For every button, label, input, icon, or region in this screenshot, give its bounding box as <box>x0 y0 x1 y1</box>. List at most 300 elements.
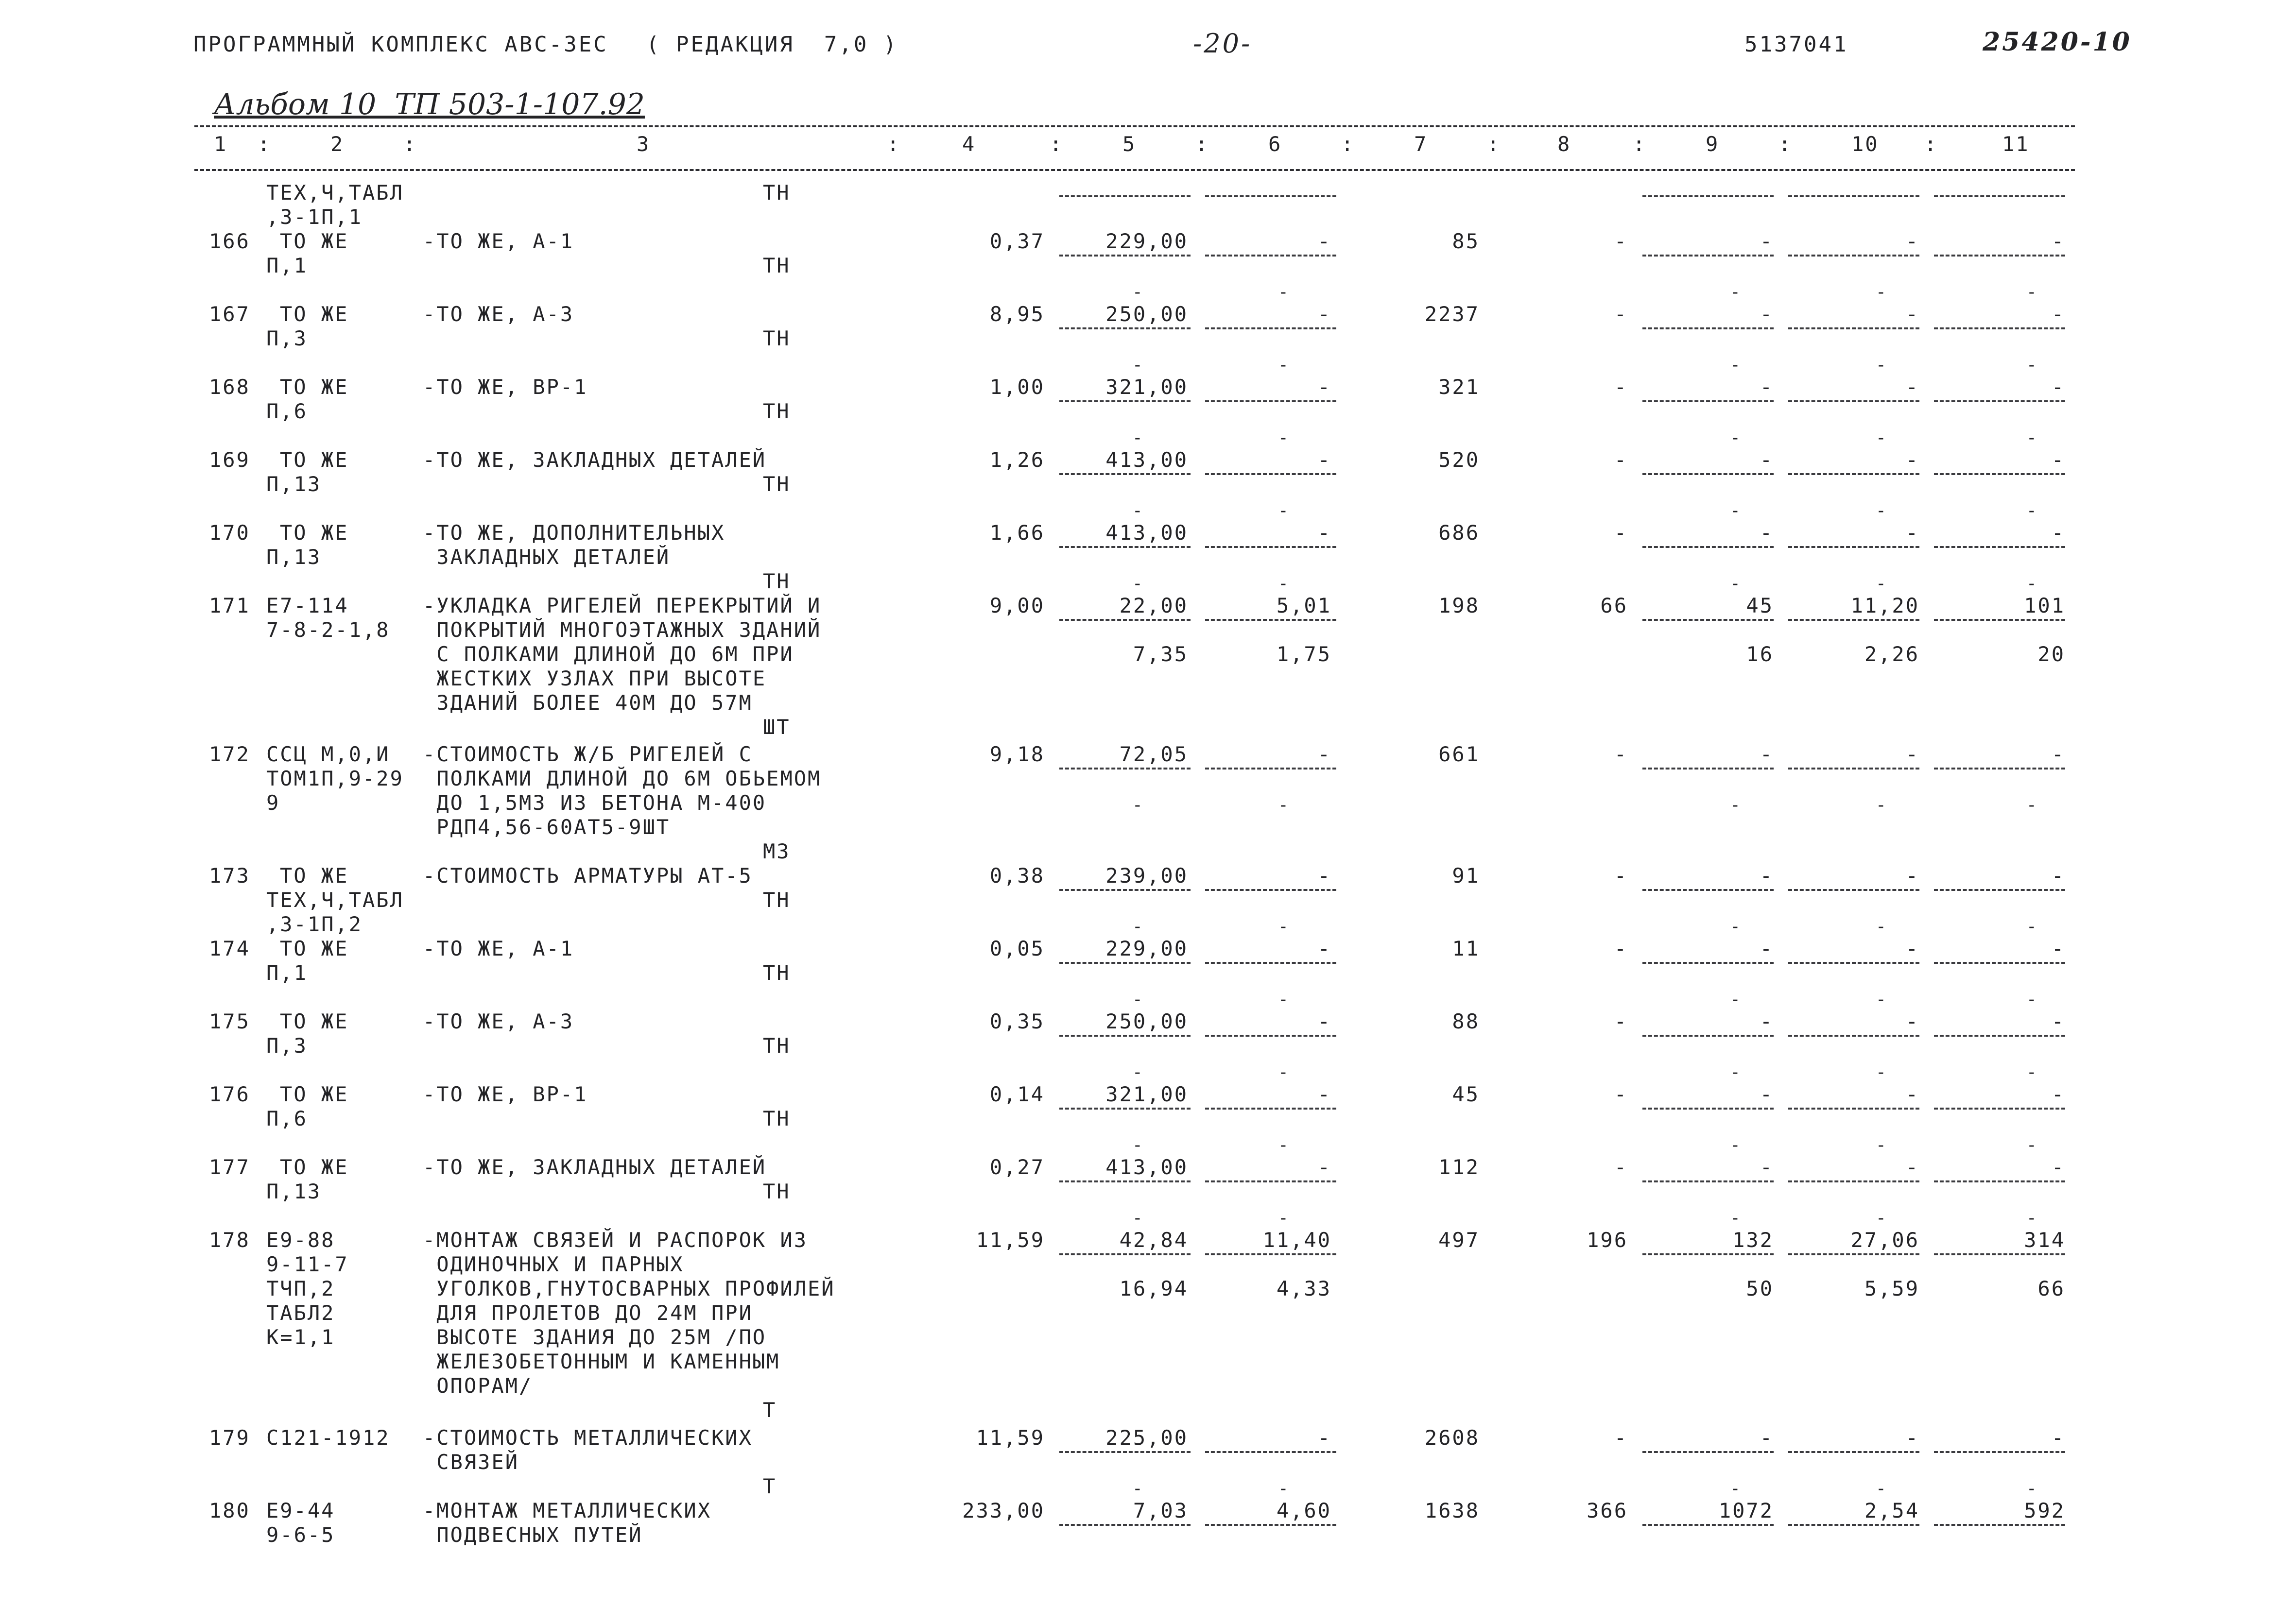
ref-line: ТО ЖЕ <box>280 1082 349 1106</box>
result-dash <box>1788 327 1919 329</box>
result-dash <box>1205 327 1336 329</box>
empty-mark: - <box>1278 1062 1289 1082</box>
wage-cell: 196 <box>1587 1228 1628 1252</box>
total-wage-cell: - <box>1760 229 1774 253</box>
result-dash <box>1642 473 1774 475</box>
total-labor-cell: - <box>2051 448 2065 472</box>
ref-line: ТОМ1П,9-29 <box>266 767 404 790</box>
unit-label: ТН <box>763 181 791 205</box>
ref-line: ССЦ М,0,И <box>266 742 390 766</box>
result-dash <box>1059 1108 1191 1110</box>
quantity-cell: 8,95 <box>989 302 1045 326</box>
row-number: 172 <box>209 742 250 766</box>
ref-line: ТО ЖЕ <box>280 448 349 472</box>
result-dash <box>1205 768 1336 769</box>
quantity-cell: 0,05 <box>989 937 1045 960</box>
result-dash <box>1788 619 1919 621</box>
quantity-cell: 9,00 <box>989 594 1045 617</box>
description-line: -ТО ЖЕ, ЗАКЛАДНЫХ ДЕТАЛЕЙ <box>423 448 767 472</box>
unit-label: ТН <box>763 1107 791 1130</box>
empty-mark: - <box>1730 917 1741 937</box>
unit-cost-cell: 22,00 <box>1119 594 1188 617</box>
machine-cost-cell: - <box>1317 302 1331 326</box>
result-dash <box>1788 400 1919 402</box>
result-dash <box>1934 327 2065 329</box>
empty-mark: - <box>2026 428 2037 448</box>
total-labor-cell: - <box>2051 1009 2065 1033</box>
total-wage-cell: - <box>1760 1009 1774 1033</box>
total-wage-cell: - <box>1760 742 1774 766</box>
total-labor-cell: - <box>2051 302 2065 326</box>
result-dash <box>1934 1180 2065 1182</box>
result-dash <box>1059 1451 1191 1453</box>
ref-line: ТО ЖЕ <box>280 375 349 399</box>
unit-cost-cell: 321,00 <box>1105 1082 1188 1106</box>
unit-label: ТН <box>763 961 791 985</box>
description-line: -ТО ЖЕ, ВР-1 <box>423 375 588 399</box>
empty-mark: - <box>1876 282 1886 302</box>
machine-cost-cell: 11,40 <box>1262 1228 1331 1252</box>
total-cost-cell: 520 <box>1438 448 1480 472</box>
ref-line: П,6 <box>266 1107 308 1130</box>
column-separator: : <box>887 132 901 156</box>
empty-mark: - <box>1730 1062 1741 1082</box>
machine-cost-sub-cell: 4,33 <box>1276 1277 1331 1300</box>
empty-mark: - <box>1876 428 1886 448</box>
ref-line: ,3-1П,2 <box>266 912 363 936</box>
ref-line: П,13 <box>266 1180 322 1203</box>
row-number: 177 <box>209 1155 250 1179</box>
result-dash <box>1934 473 2065 475</box>
labor-cell: 11,20 <box>1850 594 1919 617</box>
column-separator: : <box>1924 132 1938 156</box>
total-labor-cell: - <box>2051 937 2065 960</box>
column-separator: : <box>403 132 417 156</box>
row-number: 169 <box>209 448 250 472</box>
column-separator: : <box>1633 132 1647 156</box>
machine-cost-cell: - <box>1317 742 1331 766</box>
row-number: 170 <box>209 521 250 545</box>
description-line: -ТО ЖЕ, А-1 <box>423 229 574 253</box>
result-dash <box>1205 255 1336 256</box>
unit-cost-cell: 250,00 <box>1105 1009 1188 1033</box>
labor-cell: - <box>1905 448 1919 472</box>
total-cost-cell: 1638 <box>1424 1499 1480 1522</box>
column-header-7: 7 <box>1414 132 1428 156</box>
wage-cell: 366 <box>1587 1499 1628 1522</box>
empty-mark: - <box>1278 282 1289 302</box>
result-dash <box>1205 546 1336 548</box>
empty-mark: - <box>1278 1208 1289 1228</box>
machine-cost-cell: - <box>1317 864 1331 888</box>
unit-label: М3 <box>763 839 791 863</box>
description-line: -ТО ЖЕ, А-3 <box>423 1009 574 1033</box>
empty-mark: - <box>2026 574 2037 594</box>
result-dash <box>1059 473 1191 475</box>
total-cost-cell: 686 <box>1438 521 1480 545</box>
column-header-10: 10 <box>1851 132 1879 156</box>
total-labor-cell: - <box>2051 1155 2065 1179</box>
unit-cost-sub-cell: 16,94 <box>1119 1277 1188 1300</box>
unit-label: Т <box>763 1474 777 1498</box>
labor-cell: 2,54 <box>1864 1499 1919 1522</box>
quantity-cell: 11,59 <box>976 1426 1045 1450</box>
total-labor-cell: - <box>2051 375 2065 399</box>
wage-cell: - <box>1614 864 1628 888</box>
empty-mark: - <box>1278 574 1289 594</box>
total-cost-cell: 45 <box>1452 1082 1480 1106</box>
quantity-cell: 0,37 <box>989 229 1045 253</box>
ref-line: ТО ЖЕ <box>280 229 349 253</box>
wage-cell: - <box>1614 1426 1628 1450</box>
row-number: 167 <box>209 302 250 326</box>
result-dash <box>1205 1524 1336 1526</box>
result-dash <box>1788 1524 1919 1526</box>
column-header-1: 1 <box>214 132 228 156</box>
ref-line: ТАБЛ2 <box>266 1301 335 1325</box>
description-line: -УКЛАДКА РИГЕЛЕЙ ПЕРЕКРЫТИЙ И <box>423 594 822 617</box>
empty-mark: - <box>1278 355 1289 375</box>
result-dash <box>1059 962 1191 964</box>
ref-line: ТЕХ,Ч,ТАБЛ <box>266 888 404 912</box>
result-dash <box>1205 1108 1336 1110</box>
description-line: ДЛЯ ПРОЛЕТОВ ДО 24М ПРИ <box>423 1301 753 1325</box>
description-line: -ТО ЖЕ, ДОПОЛНИТЕЛЬНЫХ <box>423 521 725 545</box>
machine-cost-cell: - <box>1317 1082 1331 1106</box>
description-line: УГОЛКОВ,ГНУТОСВАРНЫХ ПРОФИЛЕЙ <box>423 1277 835 1300</box>
row-number: 166 <box>209 229 250 253</box>
machine-cost-cell: - <box>1317 521 1331 545</box>
quantity-cell: 0,14 <box>989 1082 1045 1106</box>
result-dash <box>1642 1108 1774 1110</box>
ref-line: 9 <box>266 791 280 815</box>
unit-cost-cell: 229,00 <box>1105 229 1188 253</box>
ref-line: ТО ЖЕ <box>280 1009 349 1033</box>
edition-label: ( РЕДАКЦИЯ 7,0 ) <box>646 32 898 57</box>
result-dash <box>1205 473 1336 475</box>
unit-cost-cell: 7,03 <box>1133 1499 1188 1522</box>
ref-line: П,1 <box>266 961 308 985</box>
empty-mark: - <box>2026 282 2037 302</box>
description-line: ПОКРЫТИЙ МНОГОЭТАЖНЫХ ЗДАНИЙ <box>423 618 822 642</box>
empty-mark: - <box>1132 355 1143 375</box>
ref-line: ТЧП,2 <box>266 1277 335 1300</box>
ref-line: П,1 <box>266 254 308 277</box>
row-number: 175 <box>209 1009 250 1033</box>
wage-cell: - <box>1614 521 1628 545</box>
ref-line: ТО ЖЕ <box>280 937 349 960</box>
total-labor-cell: - <box>2051 1426 2065 1450</box>
labor-cell: - <box>1905 1155 1919 1179</box>
machine-cost-cell: - <box>1317 1426 1331 1450</box>
quantity-cell: 1,66 <box>989 521 1045 545</box>
description-line: -СТОИМОСТЬ Ж/Б РИГЕЛЕЙ С <box>423 742 753 766</box>
empty-mark: - <box>2026 795 2037 815</box>
empty-mark: - <box>1132 282 1143 302</box>
empty-mark: - <box>1278 1135 1289 1155</box>
labor-cell: - <box>1905 937 1919 960</box>
result-dash <box>1205 195 1336 197</box>
result-dash <box>1934 1451 2065 1453</box>
description-line: ПОЛКАМИ ДЛИНОЙ ДО 6М ОБЬЕМОМ <box>423 767 822 790</box>
total-wage-cell: - <box>1760 1155 1774 1179</box>
description-line: -ТО ЖЕ, ЗАКЛАДНЫХ ДЕТАЛЕЙ <box>423 1155 767 1179</box>
unit-label: ТН <box>763 472 791 496</box>
description-line: -ТО ЖЕ, ВР-1 <box>423 1082 588 1106</box>
ref-line: П,3 <box>266 326 308 350</box>
program-title: ПРОГРАММНЫЙ КОМПЛЕКС АВС-3ЕС <box>193 32 608 57</box>
empty-mark: - <box>2026 501 2037 521</box>
labor-cell: - <box>1905 1009 1919 1033</box>
row-number: 173 <box>209 864 250 888</box>
description-line: ВЫСОТЕ ЗДАНИЯ ДО 25М /ПО <box>423 1325 767 1349</box>
result-dash <box>1642 1253 1774 1255</box>
quantity-cell: 233,00 <box>962 1499 1045 1522</box>
result-dash <box>1642 1524 1774 1526</box>
wage-cell: - <box>1614 937 1628 960</box>
ref-line: ТЕХ,Ч,ТАБЛ <box>266 181 404 205</box>
header-rule-top <box>194 125 2075 127</box>
total-cost-cell: 198 <box>1438 594 1480 617</box>
machine-cost-cell: 4,60 <box>1276 1499 1331 1522</box>
empty-mark: - <box>1876 917 1886 937</box>
row-number: 168 <box>209 375 250 399</box>
ref-line: П,13 <box>266 545 322 569</box>
machine-cost-cell: - <box>1317 375 1331 399</box>
total-wage-cell: - <box>1760 448 1774 472</box>
total-wage-sub-cell: 50 <box>1746 1277 1774 1300</box>
result-dash <box>1788 962 1919 964</box>
row-number: 174 <box>209 937 250 960</box>
labor-cell: - <box>1905 229 1919 253</box>
labor-sub-cell: 5,59 <box>1864 1277 1919 1300</box>
result-dash <box>1934 195 2065 197</box>
unit-cost-cell: 239,00 <box>1105 864 1188 888</box>
ref-line: Е7-114 <box>266 594 349 617</box>
total-labor-cell: 314 <box>2024 1228 2065 1252</box>
description-line: РДП4,56-60АТ5-9ШТ <box>423 815 671 839</box>
labor-cell: - <box>1905 521 1919 545</box>
column-header-3: 3 <box>637 132 651 156</box>
result-dash <box>1205 1451 1336 1453</box>
description-line: -СТОИМОСТЬ АРМАТУРЫ АТ-5 <box>423 864 753 888</box>
result-dash <box>1788 889 1919 891</box>
unit-label: ТН <box>763 1180 791 1203</box>
result-dash <box>1642 546 1774 548</box>
ref-line: ТО ЖЕ <box>280 302 349 326</box>
machine-cost-cell: - <box>1317 1155 1331 1179</box>
machine-cost-cell: - <box>1317 1009 1331 1033</box>
description-line: -ТО ЖЕ, А-3 <box>423 302 574 326</box>
total-labor-cell: - <box>2051 864 2065 888</box>
total-labor-sub-cell: 20 <box>2037 642 2065 666</box>
empty-mark: - <box>1132 1135 1143 1155</box>
empty-mark: - <box>1876 1135 1886 1155</box>
total-labor-cell: 592 <box>2024 1499 2065 1522</box>
result-dash <box>1642 1180 1774 1182</box>
empty-mark: - <box>2026 1062 2037 1082</box>
header-rule-bottom <box>194 169 2075 171</box>
labor-cell: 27,06 <box>1850 1228 1919 1252</box>
quantity-cell: 11,59 <box>976 1228 1045 1252</box>
total-cost-cell: 11 <box>1452 937 1480 960</box>
column-header-9: 9 <box>1706 132 1720 156</box>
unit-cost-sub-cell: 7,35 <box>1133 642 1188 666</box>
empty-mark: - <box>2026 355 2037 375</box>
page-number: -20- <box>1193 28 1252 59</box>
total-wage-cell: - <box>1760 302 1774 326</box>
result-dash <box>1788 1253 1919 1255</box>
description-line: С ПОЛКАМИ ДЛИНОЙ ДО 6М ПРИ <box>423 642 794 666</box>
ref-line: 9-11-7 <box>266 1252 349 1276</box>
total-wage-cell: 1072 <box>1718 1499 1774 1522</box>
labor-cell: - <box>1905 864 1919 888</box>
result-dash <box>1934 546 2065 548</box>
result-dash <box>1934 255 2065 256</box>
result-dash <box>1788 546 1919 548</box>
result-dash <box>1205 1253 1336 1255</box>
row-number: 179 <box>209 1426 250 1450</box>
description-line: ПОДВЕСНЫХ ПУТЕЙ <box>423 1523 643 1547</box>
quantity-cell: 9,18 <box>989 742 1045 766</box>
result-dash <box>1059 1180 1191 1182</box>
quantity-cell: 0,27 <box>989 1155 1045 1179</box>
total-labor-sub-cell: 66 <box>2037 1277 2065 1300</box>
machine-cost-cell: - <box>1317 229 1331 253</box>
unit-cost-cell: 250,00 <box>1105 302 1188 326</box>
total-labor-cell: - <box>2051 229 2065 253</box>
machine-cost-cell: - <box>1317 448 1331 472</box>
empty-mark: - <box>2026 990 2037 1009</box>
result-dash <box>1788 255 1919 256</box>
result-dash <box>1788 1108 1919 1110</box>
empty-mark: - <box>1132 574 1143 594</box>
total-wage-cell: - <box>1760 521 1774 545</box>
empty-mark: - <box>1132 990 1143 1009</box>
total-cost-cell: 2608 <box>1424 1426 1480 1450</box>
unit-cost-cell: 229,00 <box>1105 937 1188 960</box>
wage-cell: - <box>1614 1082 1628 1106</box>
ref-line: П,13 <box>266 472 322 496</box>
result-dash <box>1059 1253 1191 1255</box>
unit-label: ТН <box>763 399 791 423</box>
column-header-5: 5 <box>1122 132 1137 156</box>
empty-mark: - <box>1730 501 1741 521</box>
result-dash <box>1934 889 2065 891</box>
empty-mark: - <box>1876 990 1886 1009</box>
result-dash <box>1788 473 1919 475</box>
result-dash <box>1205 400 1336 402</box>
description-line: -МОНТАЖ СВЯЗЕЙ И РАСПОРОК ИЗ <box>423 1228 808 1252</box>
empty-mark: - <box>1730 355 1741 375</box>
ref-line: С121-1912 <box>266 1426 390 1450</box>
unit-cost-cell: 72,05 <box>1119 742 1188 766</box>
labor-cell: - <box>1905 1426 1919 1450</box>
empty-mark: - <box>1278 1479 1289 1499</box>
result-dash <box>1205 1035 1336 1037</box>
result-dash <box>1642 195 1774 197</box>
column-separator: : <box>1341 132 1355 156</box>
description-line: -СТОИМОСТЬ МЕТАЛЛИЧЕСКИХ <box>423 1426 753 1450</box>
result-dash <box>1788 1180 1919 1182</box>
total-cost-cell: 112 <box>1438 1155 1480 1179</box>
description-line: ОПОРАМ/ <box>423 1374 533 1398</box>
result-dash <box>1059 1524 1191 1526</box>
empty-mark: - <box>1876 1208 1886 1228</box>
labor-cell: - <box>1905 302 1919 326</box>
ref-line: 9-6-5 <box>266 1523 335 1547</box>
row-number: 171 <box>209 594 250 617</box>
result-dash <box>1059 195 1191 197</box>
result-dash <box>1059 327 1191 329</box>
description-line: ЖЕСТКИХ УЗЛАХ ПРИ ВЫСОТЕ <box>423 667 767 690</box>
row-number: 180 <box>209 1499 250 1522</box>
wage-cell: 66 <box>1600 594 1628 617</box>
result-dash <box>1934 962 2065 964</box>
description-line: ЗАКЛАДНЫХ ДЕТАЛЕЙ <box>423 545 671 569</box>
machine-cost-cell: 5,01 <box>1276 594 1331 617</box>
result-dash <box>1788 1035 1919 1037</box>
empty-mark: - <box>1876 795 1886 815</box>
unit-label: ТН <box>763 1034 791 1058</box>
labor-sub-cell: 2,26 <box>1864 642 1919 666</box>
quantity-cell: 1,26 <box>989 448 1045 472</box>
machine-cost-cell: - <box>1317 937 1331 960</box>
unit-cost-cell: 225,00 <box>1105 1426 1188 1450</box>
wage-cell: - <box>1614 229 1628 253</box>
total-wage-cell: - <box>1760 1426 1774 1450</box>
total-labor-cell: - <box>2051 521 2065 545</box>
result-dash <box>1205 962 1336 964</box>
wage-cell: - <box>1614 1155 1628 1179</box>
result-dash <box>1205 619 1336 621</box>
empty-mark: - <box>1876 1062 1886 1082</box>
wage-cell: - <box>1614 742 1628 766</box>
description-line: -МОНТАЖ МЕТАЛЛИЧЕСКИХ <box>423 1499 712 1522</box>
empty-mark: - <box>1730 428 1741 448</box>
empty-mark: - <box>2026 1208 2037 1228</box>
quantity-cell: 0,35 <box>989 1009 1045 1033</box>
empty-mark: - <box>1730 1208 1741 1228</box>
unit-label: Т <box>763 1398 777 1422</box>
total-cost-cell: 85 <box>1452 229 1480 253</box>
column-header-4: 4 <box>962 132 976 156</box>
empty-mark: - <box>1876 355 1886 375</box>
result-dash <box>1059 400 1191 402</box>
empty-mark: - <box>2026 1135 2037 1155</box>
ref-line: 7-8-2-1,8 <box>266 618 390 642</box>
result-dash <box>1205 1180 1336 1182</box>
result-dash <box>1059 768 1191 769</box>
empty-mark: - <box>1132 1479 1143 1499</box>
total-cost-cell: 88 <box>1452 1009 1480 1033</box>
unit-label: ТН <box>763 569 791 593</box>
wage-cell: - <box>1614 448 1628 472</box>
ref-line: ,3-1П,1 <box>266 205 363 229</box>
empty-mark: - <box>1132 1208 1143 1228</box>
result-dash <box>1934 1108 2065 1110</box>
empty-mark: - <box>1730 282 1741 302</box>
result-dash <box>1059 1035 1191 1037</box>
stamp-number: 25420-10 <box>1983 27 2132 57</box>
total-wage-cell: 45 <box>1746 594 1774 617</box>
empty-mark: - <box>1876 501 1886 521</box>
empty-mark: - <box>1132 501 1143 521</box>
wage-cell: - <box>1614 1009 1628 1033</box>
result-dash <box>1934 400 2065 402</box>
unit-cost-cell: 42,84 <box>1119 1228 1188 1252</box>
wage-cell: - <box>1614 302 1628 326</box>
